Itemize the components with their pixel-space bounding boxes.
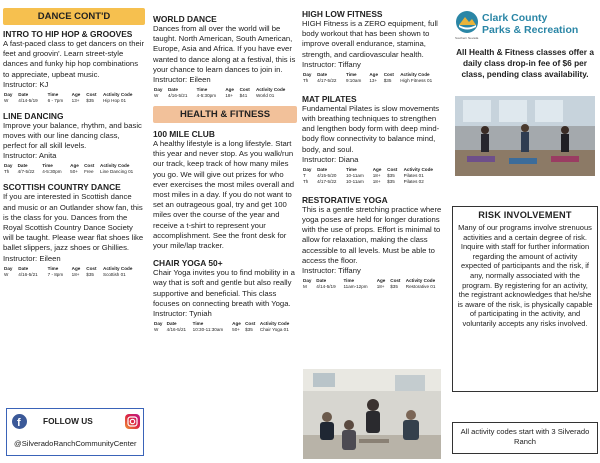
class-title: MAT PILATES: [302, 93, 357, 104]
schedule-row: [153, 327, 297, 333]
cell-cost: Free: [84, 169, 94, 175]
schedule-header-row: [3, 92, 145, 98]
header-time: Time: [345, 166, 357, 172]
class-hip-hop: [3, 29, 145, 104]
cell-cost: $35: [390, 284, 398, 290]
schedule-header-row: [302, 167, 445, 173]
schedule-table: [3, 163, 145, 175]
header-date: Date: [18, 91, 29, 97]
schedule-table: [153, 321, 297, 333]
class-instructor: Instructor: KJ: [3, 79, 49, 89]
cell-age: 50+: [232, 327, 240, 333]
class-title: LINE DANCING: [3, 110, 64, 121]
header-date: Date: [317, 166, 328, 172]
cell-age: 18+: [225, 93, 234, 99]
header-cost: Cost: [84, 163, 95, 169]
class-instructor: Instructor: Eileen: [153, 75, 211, 85]
logo-title-line2: Parks & Recreation: [482, 24, 579, 36]
schedule-row: [153, 93, 297, 99]
header-cost: Cost: [245, 321, 256, 327]
column-3: [302, 0, 445, 290]
class-mat-pilates: [302, 94, 445, 185]
cell-time: 7 - 8pm: [47, 271, 64, 277]
class-title: INTRO TO HIP HOP & GROOVES: [3, 29, 133, 39]
chair-yoga-photo: [303, 369, 441, 459]
header-date: Date: [317, 71, 328, 77]
header-day: Day: [154, 321, 163, 327]
cell-day: W: [4, 271, 9, 277]
class-title: HIGH LOW FITNESS: [302, 9, 383, 19]
risk-body: Many of our programs involve strenuous activities and a certain degree of risk. Inquire with staff for further information regarding the amount of activity expected of participants and the risk, if any, normally associated with the program. By registering for an activity, the registrant acknowledges that he/she is aware of the risk, is physically capable of participating in the activity, and voluntarily accepts any risks involved.: [457, 223, 593, 328]
cell-time: 4-5:30pm: [196, 93, 217, 99]
cell-time: 9:10am: [345, 77, 362, 83]
cell-day: Th: [303, 178, 309, 184]
schedule-header-row: [3, 266, 145, 272]
cell-activity-code: Scottish 01: [103, 271, 126, 277]
header-activity-code: Activity Code: [400, 71, 430, 77]
class-description: This is a gentle stretching practice where yoga poses are held for longer durations with the use of props. Effort is minimal to allow for relaxation, making the class accessible to all levels. Must be able to access the floor.: [302, 204, 442, 265]
cell-cost: $35: [245, 327, 253, 333]
logo-title-line1: Clark County: [482, 12, 548, 24]
header-date: Date: [17, 163, 28, 169]
header-age: Age: [372, 166, 382, 172]
cell-date: 4/16-5/21: [18, 271, 38, 277]
cell-time: 10-11am: [345, 178, 364, 184]
header-cost: Cost: [239, 87, 250, 93]
logo-subtitle: Southern Nevada: [455, 36, 479, 40]
schedule-row: [302, 179, 445, 185]
header-age: Age: [232, 321, 241, 327]
header-cost: Cost: [387, 166, 398, 172]
cell-date: 4/16-5/21: [167, 93, 188, 99]
cell-age: 50+: [70, 169, 78, 175]
header-day: Day: [303, 71, 312, 77]
header-activity-code: Activity Code: [103, 265, 133, 271]
header-date: Date: [316, 278, 327, 284]
cell-time: 11am-12pm: [343, 284, 368, 290]
cell-day: W: [154, 327, 159, 333]
county-seal-icon: [455, 10, 479, 36]
class-instructor: Instructor: Diana: [302, 154, 359, 164]
class-title: CHAIR YOGA 50+: [153, 258, 223, 269]
header-time: Time: [42, 163, 53, 169]
cell-date: 4/17-5/22: [317, 178, 337, 184]
cell-date: 4/16-5/21: [166, 327, 187, 333]
header-activity-code: Activity Code: [255, 87, 286, 93]
header-day: Day: [4, 163, 13, 169]
dance-contd-banner: DANCE CONT'D: [3, 8, 145, 25]
cell-day: Th: [303, 77, 309, 83]
cell-cost: $35: [86, 271, 94, 277]
schedule-row: [302, 173, 445, 179]
cell-date: 4/7-5/22: [17, 169, 35, 175]
follow-us-box: [6, 408, 144, 456]
header-time: Time: [343, 278, 355, 284]
class-world-dance: [153, 14, 297, 99]
class-instructor: Instructor: Eileen: [3, 253, 61, 263]
class-description: If you are interested in Scottish dance and music or an Outlander show fan, this is the class for you. Dances from the Royal Scottish Country Dance Society will be taught. Please wear flat shoes like ballet slippers, jazz shoes or Ghillies.: [3, 192, 144, 253]
header-date: Date: [167, 87, 178, 93]
cell-date: 4/15-5/20: [317, 172, 337, 178]
cell-cost: $35: [86, 97, 94, 103]
class-scottish-dance: [3, 182, 145, 277]
header-cost: Cost: [390, 278, 401, 284]
cell-age: 18+: [71, 271, 80, 277]
header-time: Time: [47, 91, 59, 97]
social-handle[interactable]: @SilveradoRanchCommunityCenter: [14, 439, 137, 448]
class-description: Dances from all over the world will be taught. North American, South American, Europe, Asia and Africa. If you have ever wanted to dance along at a festival, this is your chance to learn dances to join in.: [153, 24, 296, 74]
drop-in-fee-note: All Health & Fitness classes offer a daily class drop-in fee of $6 per class, pending class availability.: [456, 47, 594, 79]
cell-age: 18+: [372, 178, 381, 184]
cell-date: 4/17-5/22: [317, 77, 337, 83]
header-age: Age: [71, 265, 81, 271]
class-description: Fundamental Pilates is slow movements with breathing techniques to strengthen and lengthen body form with deep mind-body flow connectivity to balance mind, body, and soul.: [302, 103, 440, 154]
cell-activity-code: Line Dancing 01: [100, 169, 134, 175]
cell-activity-code: Hip Hop 01: [103, 97, 126, 103]
class-description: A fast-paced class to get dancers on their feet and groovin'. Learn street-style dances and funky hip hop combinations to appreciate, upbeat music.: [3, 39, 145, 79]
cell-age: 18+: [376, 284, 385, 290]
cell-day: W: [154, 93, 159, 99]
header-date: Date: [166, 321, 177, 327]
risk-title: RISK INVOLVEMENT: [478, 210, 572, 220]
cell-activity-code: Chair Yoga 01: [259, 327, 289, 333]
cell-activity-code: Pilates 02: [403, 178, 424, 184]
schedule-row: [302, 284, 445, 290]
class-chair-yoga: [153, 258, 297, 333]
cell-activity-code: High Fitness 01: [400, 77, 433, 83]
schedule-table: [302, 72, 445, 84]
facebook-icon[interactable]: [12, 414, 27, 429]
schedule-header-row: [302, 72, 445, 78]
class-title: 100 MILE CLUB: [153, 129, 215, 140]
header-cost: Cost: [86, 265, 97, 271]
class-description: A healthy lifestyle is a long lifestyle. Start this year and never stop. As you walk/run our track, keep track of how many miles you go. We will give out prizes for who ever exercises the most miles overall and most miles in a day. If you do not want to set an outrageous goal, try and get 100 miles over the course of the year and receive a t-shirt to represent your accomplishment. See the front desk for your mile/lap tracker.: [153, 139, 294, 251]
schedule-row: [3, 272, 145, 278]
header-day: Day: [303, 166, 312, 172]
activity-codes-note: All activity codes start with 3 Silverado Ranch: [452, 422, 598, 454]
class-restorative-yoga: [302, 195, 445, 290]
header-activity-code: Activity Code: [405, 278, 436, 284]
header-time: Time: [196, 87, 208, 93]
cell-time: 10:30-11:30am: [192, 327, 224, 333]
cell-activity-code: World 01: [255, 93, 275, 99]
class-title: SCOTTISH COUNTRY DANCE: [3, 182, 121, 193]
schedule-table: [3, 266, 145, 278]
header-day: Day: [4, 91, 13, 97]
cell-age: 13+: [369, 77, 378, 83]
class-title: WORLD DANCE: [153, 14, 217, 24]
class-high-low-fitness: [302, 9, 445, 84]
cell-cost: $41: [239, 93, 248, 99]
class-line-dancing: [3, 111, 145, 176]
cell-activity-code: Restorative 01: [405, 284, 436, 290]
class-description: Improve your balance, rhythm, and basic moves with our line dancing class, perfect for all skill levels.: [3, 120, 142, 151]
header-day: Day: [154, 87, 163, 93]
class-title: RESTORATIVE YOGA: [302, 194, 388, 205]
follow-us-label: FOLLOW US: [43, 416, 93, 426]
class-instructor: Instructor: Tiffany: [302, 266, 361, 276]
header-activity-code: Activity Code: [259, 321, 290, 327]
column-1: [3, 0, 145, 278]
header-day: Day: [4, 265, 13, 271]
schedule-table: [302, 278, 445, 290]
class-instructor: Instructor: Tyniah: [153, 309, 212, 319]
cell-age: 13+: [71, 97, 80, 103]
cell-day: Th: [4, 169, 10, 175]
cell-age: 18+: [372, 172, 381, 178]
cell-cost: $35: [387, 178, 395, 184]
schedule-row: [3, 169, 145, 175]
schedule-table: [302, 167, 445, 185]
header-activity-code: Activity Code: [403, 166, 433, 172]
cell-time: 6 - 7pm: [47, 97, 64, 103]
class-instructor: Instructor: Anita: [3, 151, 57, 161]
fitness-class-photo: [455, 96, 595, 176]
svg-text:f: f: [17, 417, 21, 429]
header-age: Age: [376, 278, 386, 284]
header-day: Day: [303, 278, 312, 284]
cell-time: 4-5:30pm: [42, 169, 62, 175]
cell-cost: $35: [387, 172, 395, 178]
header-age: Age: [70, 163, 79, 169]
cell-day: M: [303, 284, 307, 290]
header-date: Date: [18, 265, 29, 271]
class-description: HIGH Fitness is a ZERO equipment, full body workout that has been shown to improve overall endurance, stamina, strength, and cardiovascular health.: [302, 19, 438, 59]
instagram-icon[interactable]: [125, 414, 140, 429]
risk-involvement-box: [452, 206, 598, 392]
cell-time: 10-11am: [345, 172, 364, 178]
column-2: [153, 0, 297, 333]
header-age: Age: [225, 87, 234, 93]
schedule-table: [153, 87, 297, 99]
cell-date: 4/14-5/19: [18, 97, 38, 103]
health-fitness-banner: HEALTH & FITNESS: [153, 106, 297, 123]
header-age: Age: [71, 91, 81, 97]
header-time: Time: [345, 71, 357, 77]
class-100-mile-club: [153, 129, 297, 251]
cell-day: W: [4, 97, 9, 103]
header-cost: Cost: [383, 71, 394, 77]
class-description: Chair Yoga invites you to find mobility in a way that is soft and gentle but also really supportive and beneficial. This class focuses on connecting breath with Yoga.: [153, 268, 295, 308]
header-time: Time: [192, 321, 204, 327]
header-time: Time: [47, 265, 59, 271]
clark-county-logo: [455, 10, 597, 44]
class-instructor: Instructor: Tiffany: [302, 59, 361, 69]
cell-cost: $35: [383, 77, 392, 83]
schedule-table: [3, 92, 145, 104]
header-activity-code: Activity Code: [103, 91, 133, 97]
header-age: Age: [369, 71, 379, 77]
schedule-row: [302, 78, 445, 84]
cell-day: T: [303, 172, 306, 178]
header-activity-code: Activity Code: [100, 163, 130, 169]
schedule-row: [3, 98, 145, 104]
header-cost: Cost: [86, 91, 97, 97]
cell-activity-code: Pilates 01: [403, 172, 424, 178]
cell-date: 4/14-5/19: [316, 284, 336, 290]
